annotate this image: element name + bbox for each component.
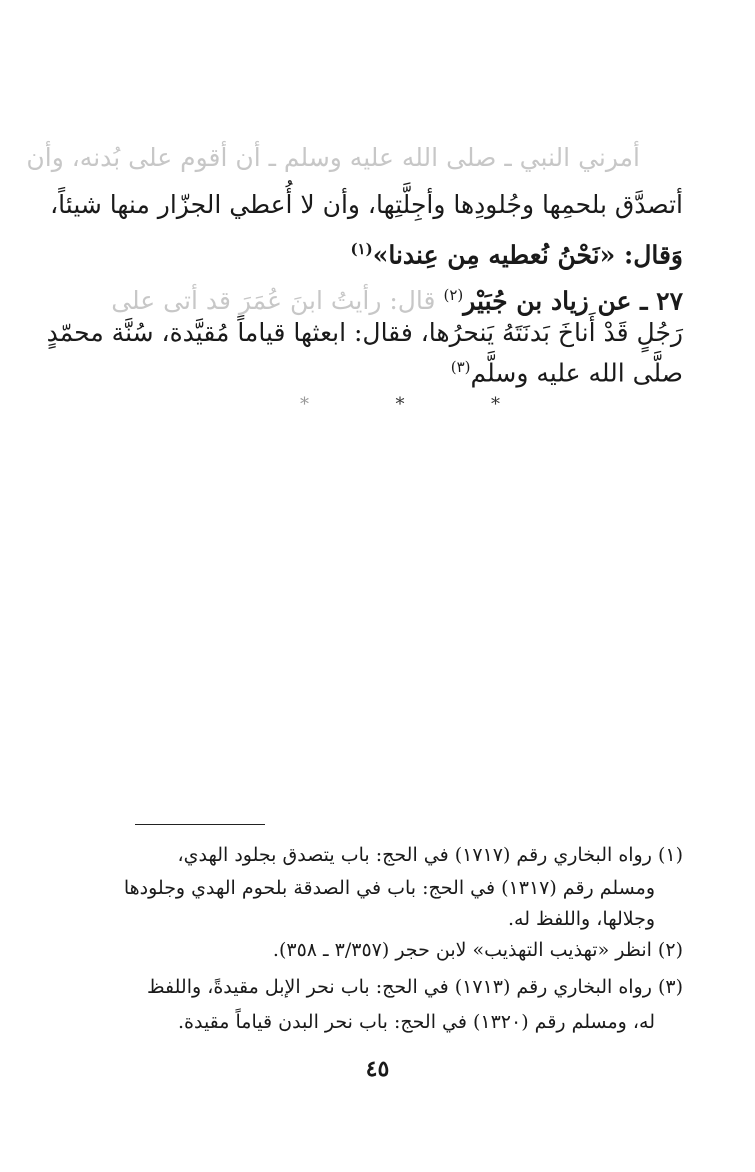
footnote-separator [135,824,265,825]
footnote-3-line-2: له، ومسلم رقم (١٣٢٠) في الحج: باب نحر البدن قياماً مقيدة. [177,1011,655,1033]
footnote-1-line-3: وجلالها، واللفظ له. [508,908,655,930]
footnote-ref-3: (٣) [450,358,471,376]
star-glyph: * [491,394,500,415]
page-number: ٤٥ [365,1056,390,1082]
footnote-ref-1: (١) [350,240,373,258]
footnote-ref-2: (٢) [443,286,464,304]
star-glyph: * [395,394,405,415]
footnote-1-line-1: (١) رواه البخاري رقم (١٧١٧) في الحج: باب يتصدق بجلود الهدي، [177,844,683,866]
hadith-text-line-1: أمرني النبي ـ صلى الله عليه وسلم ـ أن أقوم على بُدنه، وأن [26,143,640,172]
footnote-2-line-1: (٢) انظر «تهذيب التهذيب» لابن حجر (٣/٣٥٧ ـ ٣٥٨). [272,939,683,961]
star-glyph: * [300,394,309,415]
hadith-text-line-2: أتصدَّق بلحمِها وجُلودِها وأجِلَّتِها، وأن لا أُعطي الجزّار منها شيئاً، [50,190,683,219]
hadith-text-line-3: وَقال: «نَحْنُ نُعطيه مِن عِندنا»$^{(١)}$ [350,240,683,270]
hadith-27-line-1: ٢٧ ـ عن زياد بن جُبَيْر$^{(٢)}$ قال: رأيتُ ابنَ عُمَرَ قد أتى على [111,286,683,316]
footnote-1-line-2: ومسلم رقم (١٣١٧) في الحج: باب في الصدقة بلحوم الهدي وجلودها [123,877,655,899]
hadith-27-line-2: رَجُلٍ قَدْ أَناخَ بَدنَتَهُ يَنحرُها، فقال: ابعثها قياماً مُقيَّدة، سُنَّة محمّدٍ [46,318,683,347]
footnote-3-line-1: (٣) رواه البخاري رقم (١٧١٣) في الحج: باب نحر الإبل مقيدةً، واللفظ [146,976,683,998]
hadith-27-line-3: صلَّى الله عليه وسلَّم$^{(٣)}$ [450,358,683,388]
section-divider-stars [300,394,500,415]
